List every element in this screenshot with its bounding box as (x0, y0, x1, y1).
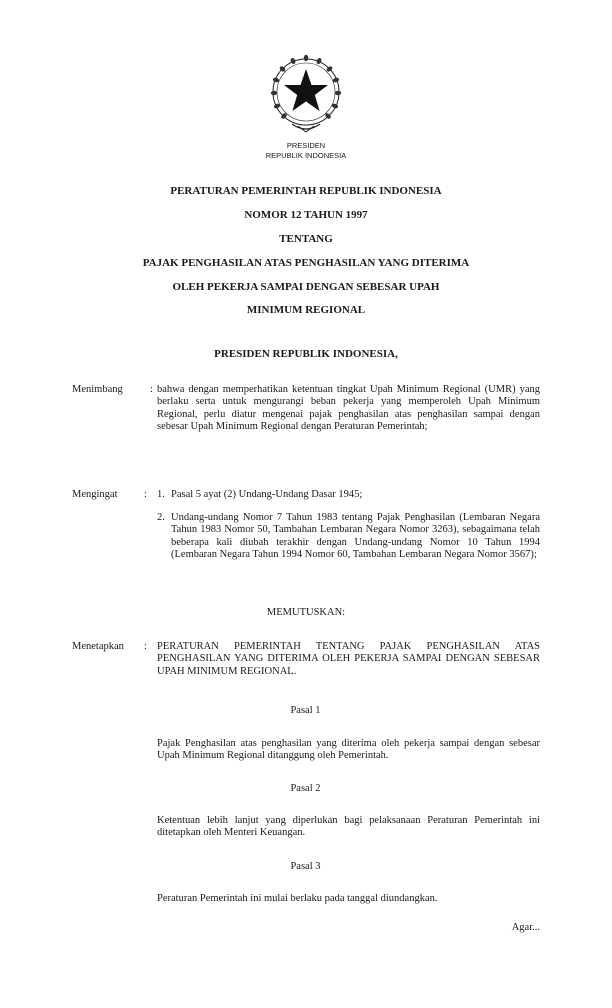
memutuskan-heading: MEMUTUSKAN: (266, 607, 346, 618)
pasal-2-title: Pasal 2 (290, 783, 321, 794)
mengingat-label: Mengingat : (72, 489, 147, 500)
title-tentang: TENTANG (279, 233, 333, 245)
mengingat-item-1: Pasal 5 ayat (2) Undang-Undang Dasar 1945; (171, 489, 363, 500)
menimbang-text: bahwa dengan memperhatikan ketentuan tingkat Upah Minimum Regional (UMR) yang berlaku serta untuk mengurangi beban pekerja yang memperoleh Upah Minimum Regional, perlu diatur mengenai pajak penghasilan atas penghasilan sampai dengan sebesar Upah Minimum Regional dengan Peraturan Pemerintah; (157, 384, 540, 432)
menimbang-label: Menimbang : (72, 384, 153, 395)
mengingat-item-2: Undang-undang Nomor 7 Tahun 1983 tentang Pajak Penghasilan (Lembaran Negara Tahun 1983 Nomor 50, Tambahan Lembaran Negara Nomor 3263), sebagaimana telah beberapa kali diubah terakhir dengan Undang-undang Nomor 10 Tahun 1994 (Lembaran Negara Tahun 1994 Nomor 60, Tambahan Lembaran Negara Nomor 3567); (171, 512, 540, 560)
subject-line-2: OLEH PEKERJA SAMPAI DENGAN SEBESAR UPAH (172, 281, 440, 293)
mengingat-item-2-number: 2. (157, 512, 165, 523)
pasal-3-title: Pasal 3 (290, 861, 321, 872)
pasal-2-text: Ketentuan lebih lanjut yang diperlukan bagi pelaksanaan Peraturan Pemerintah ini ditetapkan oleh Menteri Keuangan. (157, 815, 540, 839)
menetapkan-text: PERATURAN PEMERINTAH TENTANG PAJAK PENGHASILAN ATAS PENGHASILAN YANG DITERIMA OLEH PEKERJA SAMPAI DENGAN SEBESAR UPAH MINIMUM REGIONAL. (157, 641, 540, 677)
preamble-heading: PRESIDEN REPUBLIK INDONESIA, (214, 348, 398, 360)
subject-line-3: MINIMUM REGIONAL (246, 304, 366, 316)
pasal-3-text: Peraturan Pemerintah ini mulai berlaku pada tanggal diundangkan. (157, 893, 438, 904)
menetapkan-label: Menetapkan : (72, 641, 147, 652)
subject-line-1: PAJAK PENGHASILAN ATAS PENGHASILAN YANG DITERIMA (142, 257, 470, 269)
header-line-republik: REPUBLIK INDONESIA (265, 151, 347, 160)
presidential-emblem-icon (262, 50, 350, 138)
regulation-title: PERATURAN PEMERINTAH REPUBLIK INDONESIA (170, 185, 442, 197)
pasal-1-title: Pasal 1 (290, 705, 321, 716)
regulation-number: NOMOR 12 TAHUN 1997 (244, 209, 368, 221)
continuation-marker: Agar... (511, 922, 540, 933)
pasal-1-text: Pajak Penghasilan atas penghasilan yang diterima oleh pekerja sampai dengan sebesar Upah Minimum Regional ditanggung oleh Pemerintah. (157, 738, 540, 762)
header-line-presiden: PRESIDEN (286, 141, 326, 150)
mengingat-item-1-number: 1. (157, 489, 165, 500)
